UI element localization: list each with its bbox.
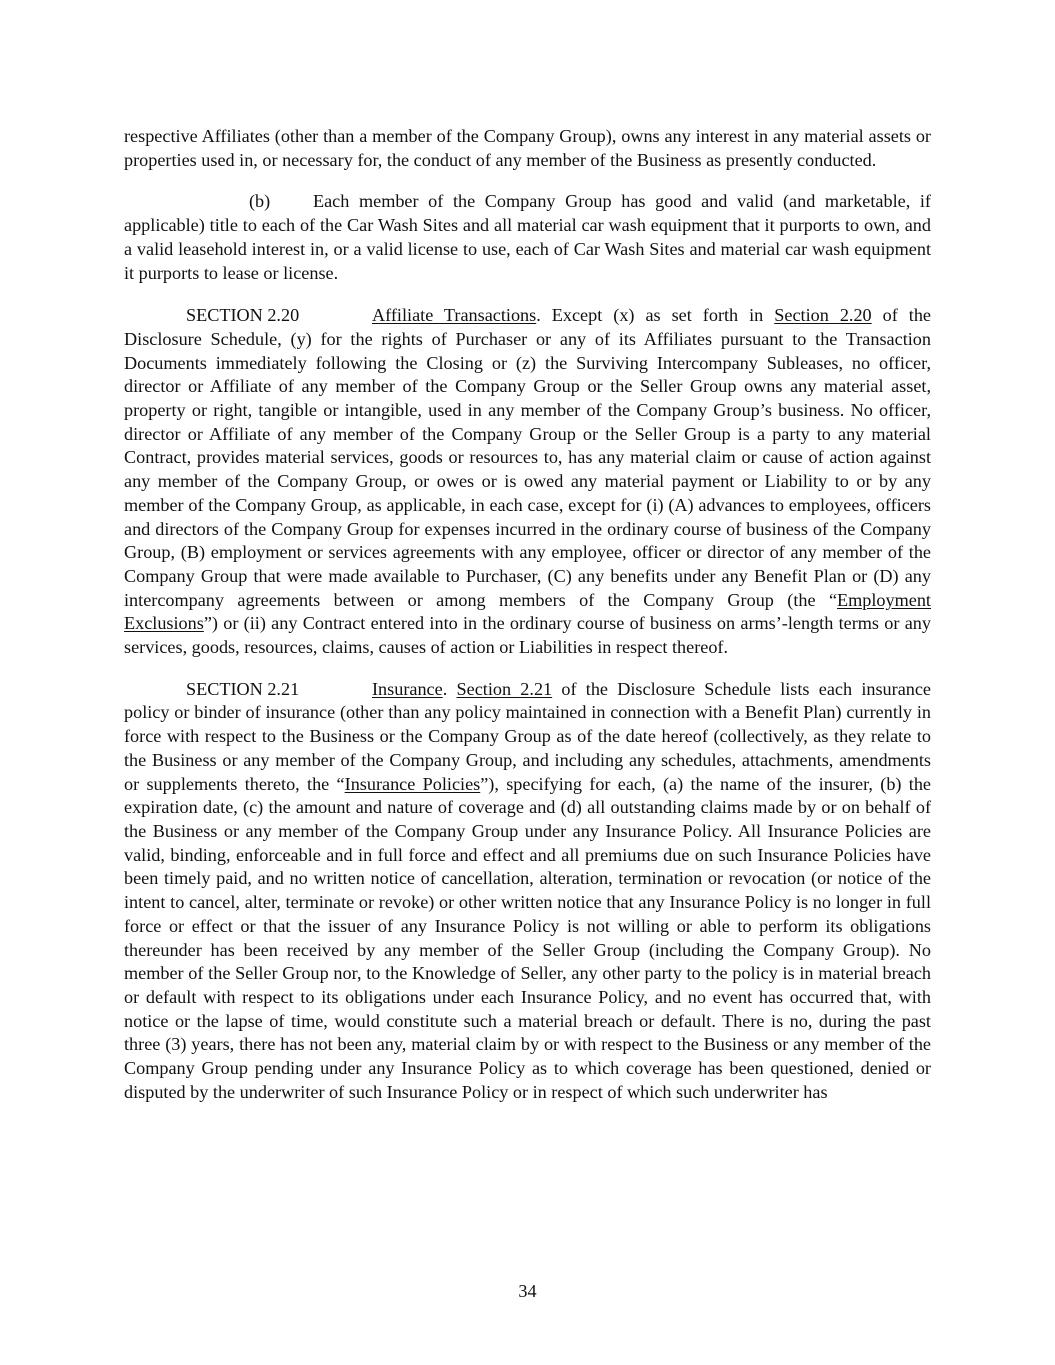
section-2-20-text-2: of the Disclosure Schedule, (y) for the rights of Purchaser or any of its Affiliates pursuant to the Transaction Documents immediately following the Closing or (z) the Surviving Intercompany Subleases, no officer, director or Affiliate of any member of the Company Group or the Seller Group owns any material asset, property or right, tangible or intangible, used in any member of the Company Group’s business. No officer, director or Affiliate of any member of the Company Group or the Seller Group is a party to any material Contract, provides material services, goods or resources to, has any material claim or cause of action against any member of the Company Group, or owes or is owed any material payment or Liability to or by any member of the Company Group, as applicable, in each case, except for (i) (A) advances to employees, officers and directors of the Company Group for expenses incurred in the ordinary course of business of the Company Group, (B) employment or services agreements with any employee, officer or director of any member of the Company Group that were made available to Purchaser, (C) any benefits under any Benefit Plan or (D) any intercompany agreements between or among members of the Company Group (the “ xyxy=(124,305,932,610)
section-2-20-text-3: ”) or (ii) any Contract entered into in the ordinary course of business on arms’-length terms or any services, goods, resources, claims, causes of action or Liabilities in respect thereof. xyxy=(124,613,931,658)
section-2-21-ref: Section 2.21 xyxy=(456,678,553,699)
section-2-20-heading-punct: . xyxy=(536,305,541,326)
insurance-policies-term: Insurance Policies xyxy=(344,773,481,794)
section-2-21-number: SECTION 2.21 xyxy=(186,678,300,699)
section-2-21-text-2: ”), specifying for each, (a) the name of the insurer, (b) the expiration date, (c) the amount and nature of coverage and (d) all outstanding claims made by or on behalf of the Business or any member of the Company Group under any Insurance Policy. All Insurance Policies are valid, binding, enforceable and in full force and effect and all premiums due on such Insurance Policies have been timely paid, and no written notice of cancellation, alteration, termination or revocation (or notice of the intent to cancel, alter, terminate or revoke) or other written notice that any Insurance Policy is no longer in full force or effect or that the issuer of any Insurance Policy is not willing or able to perform its obligations thereunder has been received by any member of the Seller Group (including the Company Group). No member of the Seller Group nor, to the Knowledge of Seller, any other party to the policy is in material breach or default with respect to its obligations under each Insurance Policy, and no event has occurred that, with notice or the lapse of time, would constitute such a material breach or default. There is no, during the past three (3) years, there has not been any, material claim by or with respect to the Business or any member of the Company Group pending under any Insurance Policy as to which coverage has been questioned, denied or disputed by the underwriter of such Insurance Policy or in respect of which such underwriter has xyxy=(124,773,931,1102)
section-2-20-ref: Section 2.20 xyxy=(774,305,872,326)
page-number: 34 xyxy=(518,1281,537,1301)
clause-b-paragraph xyxy=(124,190,931,285)
section-2-21-text-1: of the Disclosure Schedule lists each insurance policy or binder of insurance (other than any policy maintained in connection with a Benefit Plan) currently in force with respect to the Business or the Company Group as of the date hereof (collectively, as they relate to the Business or any member of the Company Group, and including any schedules, attachments, amendments or supplements thereto, the “ xyxy=(124,678,932,794)
section-2-20-number: SECTION 2.20 xyxy=(186,305,300,326)
section-2-21-heading-punct: . xyxy=(442,678,448,699)
section-2-21-heading: Insurance xyxy=(372,678,443,699)
clause-b-label: (b) xyxy=(249,191,271,212)
clause-b-text: Each member of the Company Group has good and valid (and marketable, if applicable) title to each of the Car Wash Sites and all material car wash equipment that it purports to own, and a valid leasehold interest in, or a valid license to use, each of Car Wash Sites and material car wash equipment it purports to lease or license. xyxy=(124,191,931,283)
document-page xyxy=(124,125,931,1122)
employment-exclusions-term: Employment Exclusions xyxy=(124,589,931,634)
continuation-text: respective Affiliates (other than a member of the Company Group), owns any interest in any material assets or properties used in, or necessary for, the conduct of any member of the Business as presently conducted. xyxy=(124,126,931,170)
section-2-21-paragraph xyxy=(124,678,931,1105)
section-2-20-paragraph xyxy=(124,304,931,660)
section-2-20-heading: Affiliate Transactions xyxy=(372,305,537,326)
continuation-paragraph xyxy=(124,125,931,172)
section-2-20-text-1: Except (x) as set forth in xyxy=(540,305,775,326)
